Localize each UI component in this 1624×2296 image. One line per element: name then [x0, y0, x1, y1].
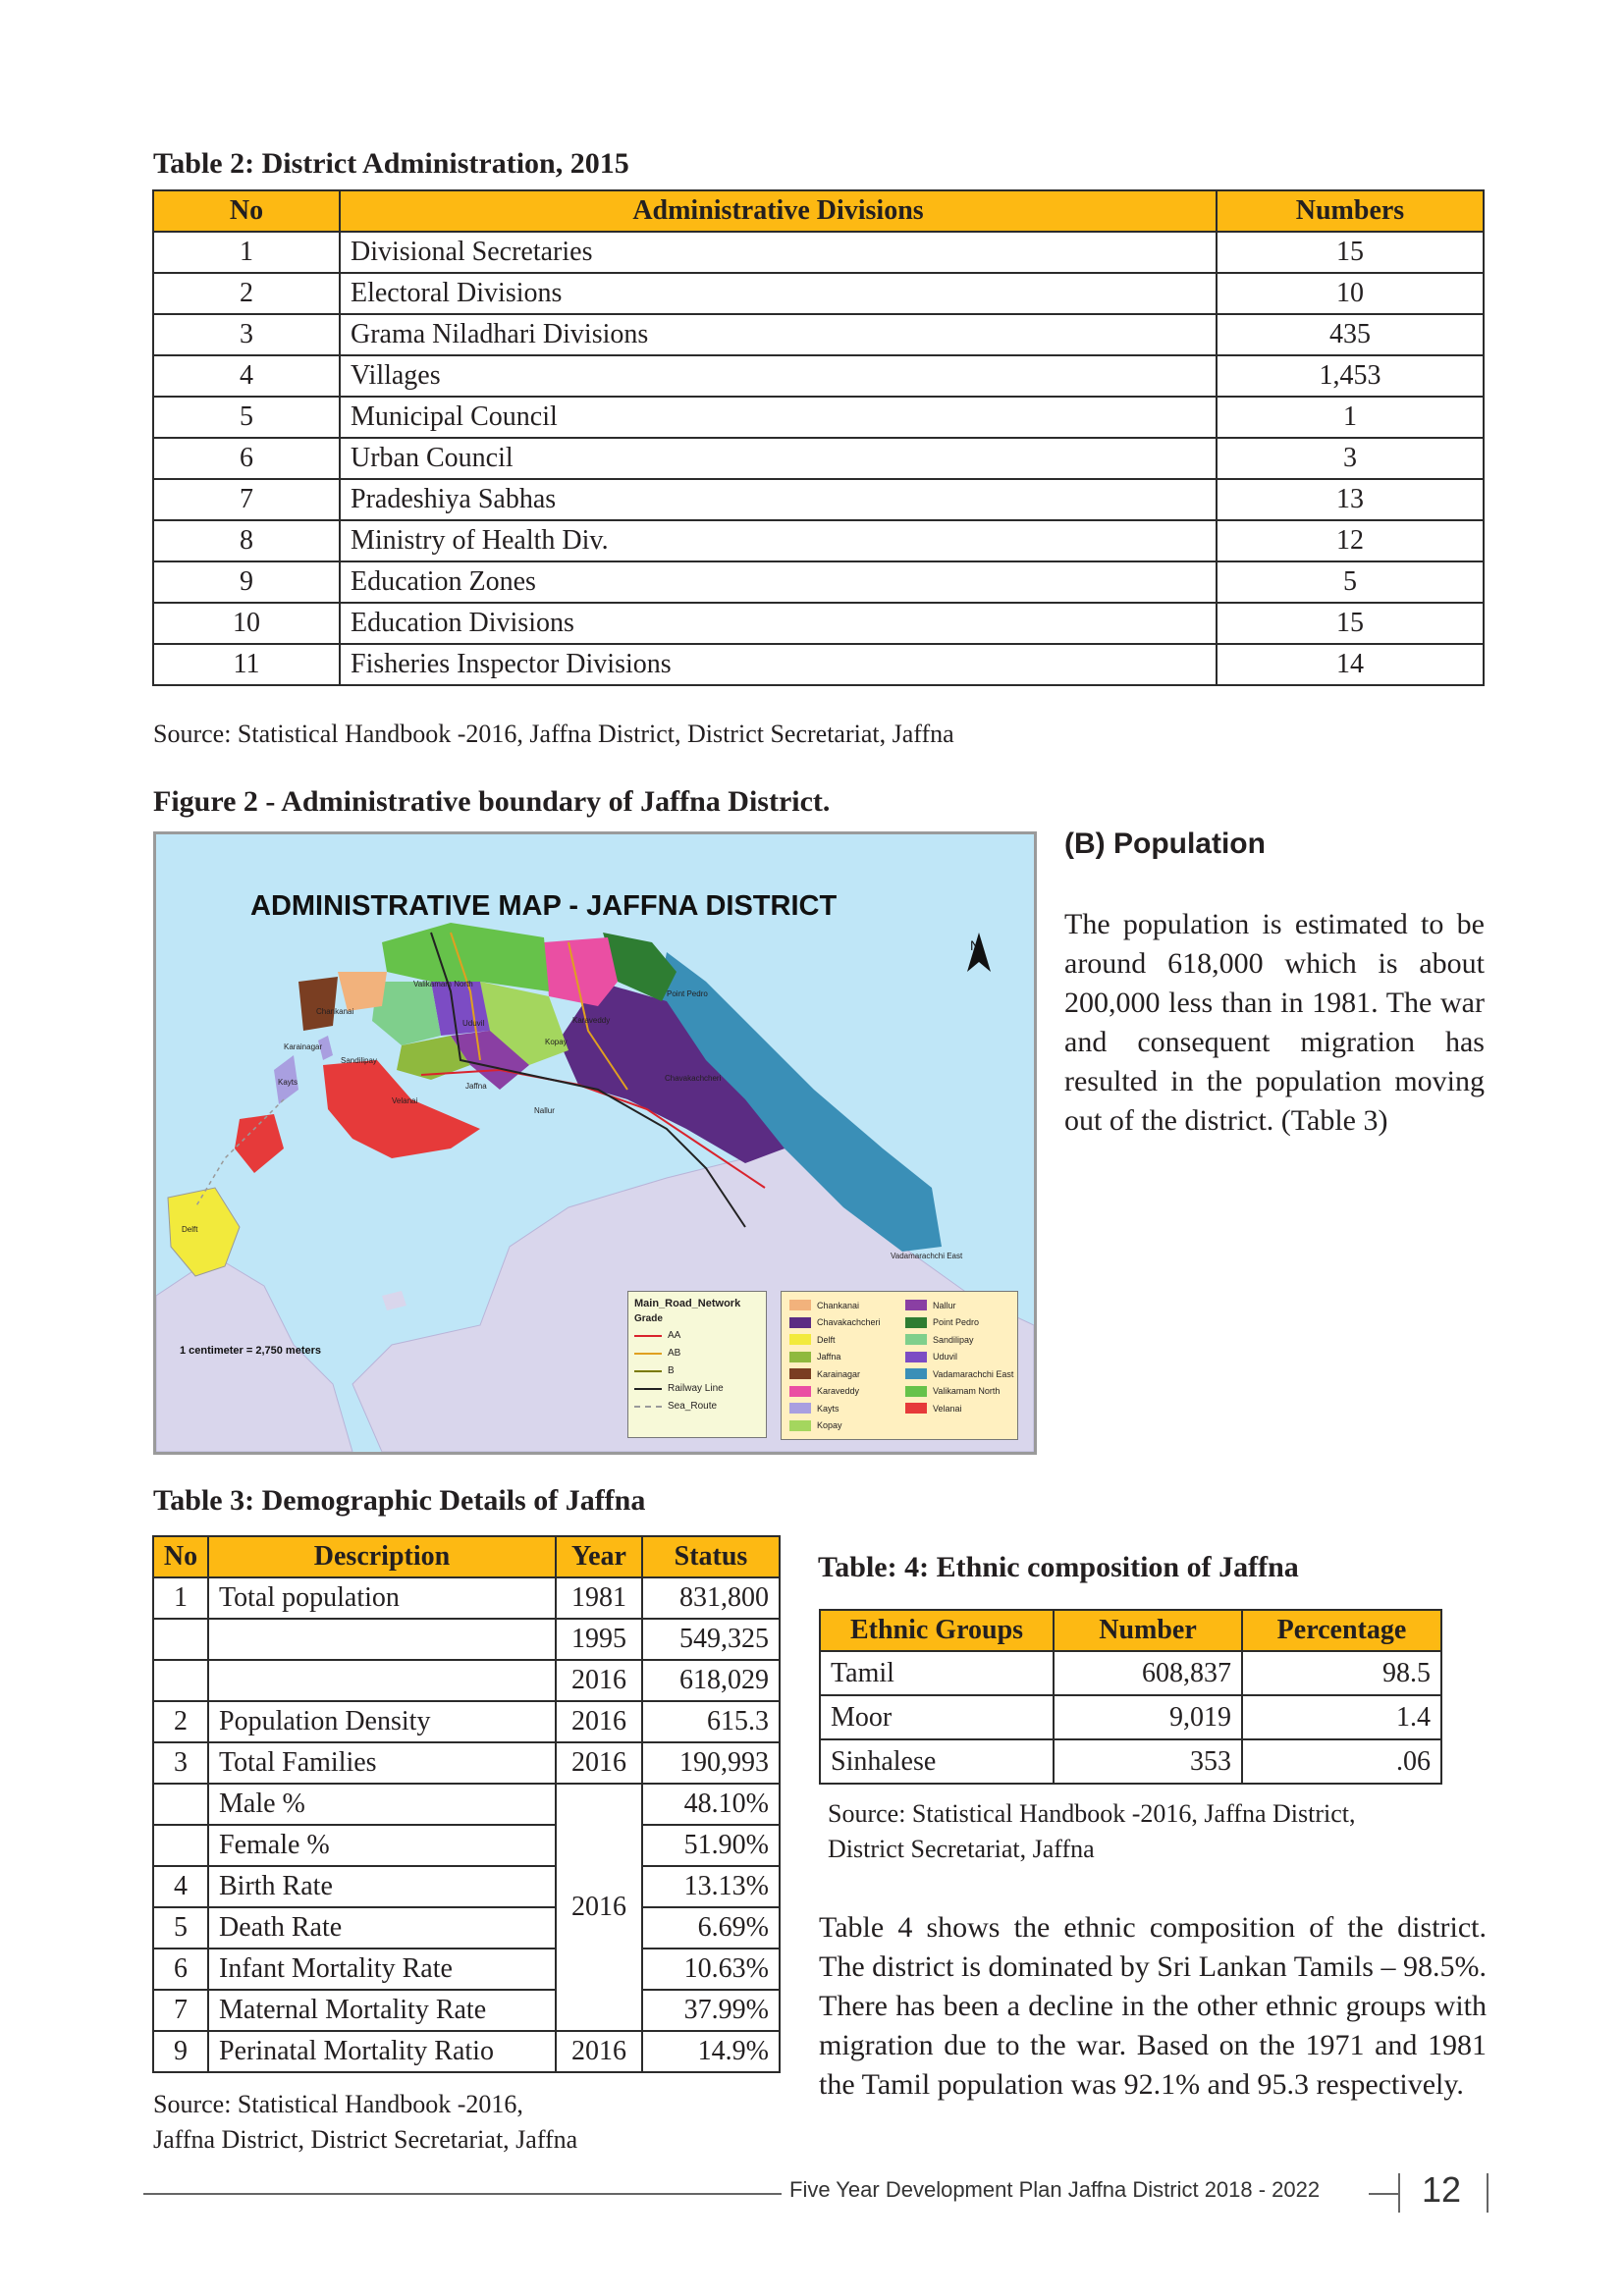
row-status: 13.13%: [642, 1866, 780, 1907]
table3-body: [153, 1577, 780, 2072]
legend-label: Chavakachcheri: [817, 1317, 881, 1327]
row-division: Fisheries Inspector Divisions: [340, 644, 1217, 685]
row-description: Male %: [208, 1784, 556, 1825]
table4-caption: Table: 4: Ethnic composition of Jaffna: [818, 1551, 1299, 1583]
table-row: [153, 273, 1484, 314]
row-number: 608,837: [1054, 1651, 1242, 1695]
row-ethnic-group: Tamil: [820, 1651, 1054, 1695]
table-row: [153, 1619, 780, 1660]
row-division: Ministry of Health Div.: [340, 520, 1217, 561]
legend-label: Sandilipay: [933, 1334, 974, 1345]
row-number: 435: [1217, 314, 1484, 355]
place-label: Sandilipay: [341, 1056, 377, 1065]
table-row: [153, 232, 1484, 273]
place-label: Uduvil: [462, 1019, 485, 1028]
table4: [819, 1609, 1442, 1785]
table-row: [153, 479, 1484, 520]
table-row: [153, 1577, 780, 1619]
row-description: Maternal Mortality Rate: [208, 1990, 556, 2031]
row-status: 618,029: [642, 1660, 780, 1701]
table-row: [153, 1742, 780, 1784]
legend-label: Valikamam North: [933, 1386, 1001, 1396]
legend-label: Point Pedro: [933, 1317, 980, 1327]
row-status: 48.10%: [642, 1784, 780, 1825]
road-legend-item: [634, 1399, 766, 1414]
row-no: 7: [153, 479, 340, 520]
row-division: Urban Council: [340, 438, 1217, 479]
table4-source: [828, 1796, 1355, 1867]
place-label: Karainagar: [284, 1042, 323, 1051]
table3-header-status: Status: [642, 1536, 780, 1577]
row-no: 8: [153, 520, 340, 561]
row-number: 5: [1217, 561, 1484, 603]
legend-label: Delft: [817, 1334, 836, 1345]
table4-header-row: [820, 1610, 1441, 1651]
table3-source: [153, 2087, 577, 2158]
division-legend-item: [905, 1352, 957, 1362]
table4-header-percentage: Percentage: [1242, 1610, 1441, 1651]
row-no: 2: [153, 273, 340, 314]
row-year: 2016: [556, 2031, 642, 2072]
place-label: Kopay: [545, 1038, 568, 1046]
division-legend-item: [789, 1317, 881, 1328]
row-number: 1,453: [1217, 355, 1484, 397]
row-division: Education Zones: [340, 561, 1217, 603]
row-description: Population Density: [208, 1701, 556, 1742]
table-row: [153, 1866, 780, 1907]
legend-color-swatch: [905, 1352, 927, 1362]
table3-caption: Table 3: Demographic Details of Jaffna: [153, 1484, 646, 1517]
table4-source-line2: District Secretariat, Jaffna: [828, 1835, 1095, 1863]
row-number: 15: [1217, 603, 1484, 644]
legend-color-swatch: [789, 1386, 811, 1397]
legend-label: Nallur: [933, 1300, 956, 1310]
place-label: Kayts: [278, 1078, 298, 1087]
division-legend-item: [905, 1300, 956, 1310]
row-description: [208, 1619, 556, 1660]
table2-header-row: [153, 190, 1484, 232]
legend-label: Vadamarachchi East: [933, 1368, 1014, 1379]
table-row: [153, 1907, 780, 1949]
table-row: [153, 314, 1484, 355]
population-heading: (B) Population: [1064, 828, 1266, 860]
legend-label: Karaveddy: [817, 1386, 860, 1396]
row-number: 9,019: [1054, 1695, 1242, 1739]
division-legend-item: [905, 1334, 974, 1345]
table2-body: [153, 232, 1484, 685]
place-label: Point Pedro: [667, 989, 708, 998]
small-island: [382, 1291, 406, 1310]
row-status: 37.99%: [642, 1990, 780, 2031]
legend-color-swatch: [905, 1317, 927, 1328]
row-status: 14.9%: [642, 2031, 780, 2072]
row-division: Municipal Council: [340, 397, 1217, 438]
row-no: 1: [153, 232, 340, 273]
division-legend-item: [789, 1352, 840, 1362]
row-percentage: 98.5: [1242, 1651, 1441, 1695]
table-row: [153, 520, 1484, 561]
legend-label: Uduvil: [933, 1352, 958, 1362]
place-label: Jaffna: [465, 1082, 487, 1091]
table-row: [153, 603, 1484, 644]
road-legend-item: [634, 1363, 766, 1378]
division-legend-items: [782, 1292, 1017, 1439]
road-legend-items: [628, 1328, 766, 1414]
row-ethnic-group: Sinhalese: [820, 1739, 1054, 1784]
row-description: [208, 1660, 556, 1701]
table2-header-numbers: Numbers: [1217, 190, 1484, 232]
row-year: 1995: [556, 1619, 642, 1660]
row-description: Total Families: [208, 1742, 556, 1784]
row-no: 11: [153, 644, 340, 685]
footer-rule-short: [1369, 2193, 1398, 2195]
road-legend-item: [634, 1381, 766, 1396]
division-legend-item: [789, 1368, 860, 1379]
table4-source-line1: Source: Statistical Handbook -2016, Jaffna District,: [828, 1799, 1356, 1828]
ethnic-text: Table 4 shows the ethnic composition of the district. The district is dominated by Sri Lankan Tamils – 98.5%. There has been a decline in the other ethnic groups with migration due to the war. Based on the 1971 and 1981 the Tamil population was 92.1% and 95.3 respectively.: [819, 1911, 1487, 2101]
division-legend-item: [789, 1334, 836, 1345]
table3-source-line2: Jaffna District, District Secretariat, Jaffna: [153, 2125, 578, 2154]
legend-color-swatch: [905, 1403, 927, 1414]
table-row: [153, 397, 1484, 438]
row-year: 2016: [556, 1742, 642, 1784]
north-label: N: [970, 937, 981, 953]
map-scale: 1 centimeter = 2,750 meters: [180, 1345, 322, 1357]
row-number: 13: [1217, 479, 1484, 520]
legend-color-swatch: [789, 1300, 811, 1310]
legend-line-swatch: [634, 1370, 662, 1372]
row-year: 2016: [556, 1701, 642, 1742]
row-number: 353: [1054, 1739, 1242, 1784]
table3-header-description: Description: [208, 1536, 556, 1577]
legend-color-swatch: [789, 1352, 811, 1362]
row-status: 831,800: [642, 1577, 780, 1619]
legend-color-swatch: [789, 1420, 811, 1431]
row-division: Education Divisions: [340, 603, 1217, 644]
row-no: 9: [153, 2031, 208, 2072]
row-percentage: .06: [1242, 1739, 1441, 1784]
row-description: Female %: [208, 1825, 556, 1866]
row-no: 4: [153, 355, 340, 397]
legend-color-swatch: [905, 1334, 927, 1345]
place-label: Nallur: [534, 1106, 555, 1115]
legend-label: AB: [668, 1348, 681, 1359]
row-no: 4: [153, 1866, 208, 1907]
row-status: 10.63%: [642, 1949, 780, 1990]
legend-label: Kayts: [817, 1403, 839, 1414]
legend-label: Sea_Route: [668, 1401, 718, 1412]
row-description: Birth Rate: [208, 1866, 556, 1907]
legend-color-swatch: [789, 1317, 811, 1328]
row-no: 5: [153, 397, 340, 438]
row-no: 7: [153, 1990, 208, 2031]
row-no: 3: [153, 314, 340, 355]
row-status: 190,993: [642, 1742, 780, 1784]
velanai-area: [323, 1060, 480, 1158]
table-row: [820, 1739, 1441, 1784]
page-number: 12: [1422, 2169, 1462, 2210]
table4-body: [820, 1651, 1441, 1784]
table-row: [153, 561, 1484, 603]
table-row: [153, 1949, 780, 1990]
legend-label: Chankanai: [817, 1300, 860, 1310]
legend-label: Railway Line: [668, 1383, 724, 1394]
row-no: 6: [153, 1949, 208, 1990]
row-year: 2016: [556, 1784, 642, 2031]
row-status: 549,325: [642, 1619, 780, 1660]
chankanai-area: [338, 972, 387, 1011]
row-division: Pradeshiya Sabhas: [340, 479, 1217, 520]
table2-header-division: Administrative Divisions: [340, 190, 1217, 232]
place-label: Karaveddy: [572, 1016, 611, 1025]
legend-color-swatch: [905, 1300, 927, 1310]
table2-header-no: No: [153, 190, 340, 232]
row-number: 12: [1217, 520, 1484, 561]
row-division: Villages: [340, 355, 1217, 397]
row-ethnic-group: Moor: [820, 1695, 1054, 1739]
legend-label: AA: [668, 1330, 681, 1341]
delft-area: [168, 1188, 240, 1276]
row-no: 5: [153, 1907, 208, 1949]
table-row: [153, 1825, 780, 1866]
place-label: Valikamam North: [413, 980, 473, 988]
table3-header-no: No: [153, 1536, 208, 1577]
table3-header-year: Year: [556, 1536, 642, 1577]
footer-divider: [1398, 2173, 1400, 2213]
table-row: [820, 1695, 1441, 1739]
table2-caption: Table 2: District Administration, 2015: [153, 147, 629, 180]
division-legend-item: [905, 1317, 979, 1328]
table-row: [153, 1701, 780, 1742]
division-legend-item: [905, 1368, 1013, 1379]
administrative-map: [153, 831, 1037, 1455]
footer-divider: [1487, 2173, 1489, 2213]
row-no: 9: [153, 561, 340, 603]
table3: [152, 1535, 781, 2073]
figure2-caption: Figure 2 - Administrative boundary of Jaffna District.: [153, 785, 831, 818]
division-legend-item: [789, 1403, 839, 1414]
population-text: The population is estimated to be around 618,000 which is about 200,000 less than in 1981. The war and consequent migration has resulted in the population moving out of the district. (Table 3): [1064, 908, 1485, 1137]
road-legend-item: [634, 1328, 766, 1343]
row-year: 2016: [556, 1660, 642, 1701]
row-number: 14: [1217, 644, 1484, 685]
legend-label: Kopay: [817, 1420, 842, 1430]
table-row: [820, 1651, 1441, 1695]
legend-line-swatch: [634, 1353, 662, 1355]
row-division: Divisional Secretaries: [340, 232, 1217, 273]
row-status: 51.90%: [642, 1825, 780, 1866]
row-no: 10: [153, 603, 340, 644]
division-legend-item: [789, 1420, 842, 1431]
legend-label: Karainagar: [817, 1368, 861, 1379]
row-division: Grama Niladhari Divisions: [340, 314, 1217, 355]
place-label: Chavakachcheri: [665, 1074, 722, 1083]
table-row: [153, 2031, 780, 2072]
division-legend: [781, 1291, 1018, 1440]
legend-line-swatch: [634, 1388, 662, 1390]
row-no: 3: [153, 1742, 208, 1784]
division-legend-item: [905, 1403, 962, 1414]
footer-text: Five Year Development Plan Jaffna District 2018 - 2022: [789, 2177, 1321, 2202]
legend-color-swatch: [905, 1368, 927, 1379]
map-title: ADMINISTRATIVE MAP - JAFFNA DISTRICT: [250, 890, 838, 922]
row-no: [153, 1825, 208, 1866]
legend-color-swatch: [789, 1368, 811, 1379]
table-row: [153, 644, 1484, 685]
table-row: [153, 1784, 780, 1825]
row-description: Infant Mortality Rate: [208, 1949, 556, 1990]
row-description: Perinatal Mortality Ratio: [208, 2031, 556, 2072]
division-legend-item: [905, 1386, 1000, 1397]
karainagar-area: [298, 977, 338, 1031]
place-label: Vadamarachchi East: [891, 1252, 963, 1260]
table2-source: Source: Statistical Handbook -2016, Jaffna District, District Secretariat, Jaffna: [153, 720, 954, 748]
row-status: 615.3: [642, 1701, 780, 1742]
row-number: 1: [1217, 397, 1484, 438]
table4-header-ethnic-groups: Ethnic Groups: [820, 1610, 1054, 1651]
legend-label: B: [668, 1365, 675, 1376]
row-number: 3: [1217, 438, 1484, 479]
table3-header-row: [153, 1536, 780, 1577]
place-label: Velanai: [392, 1096, 418, 1105]
legend-line-swatch: [634, 1335, 662, 1337]
place-label: Chankanai: [316, 1007, 354, 1016]
row-no: [153, 1660, 208, 1701]
row-no: 2: [153, 1701, 208, 1742]
row-no: 1: [153, 1577, 208, 1619]
place-label: Delft: [182, 1225, 198, 1234]
legend-color-swatch: [789, 1334, 811, 1345]
row-no: [153, 1619, 208, 1660]
row-no: 6: [153, 438, 340, 479]
row-description: Death Rate: [208, 1907, 556, 1949]
row-number: 15: [1217, 232, 1484, 273]
table-row: [153, 355, 1484, 397]
table-row: [153, 438, 1484, 479]
row-no: [153, 1784, 208, 1825]
table-row: [153, 1660, 780, 1701]
road-legend: [627, 1291, 767, 1438]
table4-header-number: Number: [1054, 1610, 1242, 1651]
table3-source-line1: Source: Statistical Handbook -2016,: [153, 2090, 523, 2118]
row-description: Total population: [208, 1577, 556, 1619]
road-legend-subtitle: Grade: [634, 1313, 663, 1324]
road-legend-title: Main_Road_Network: [634, 1298, 741, 1309]
footer-rule: [143, 2193, 782, 2195]
division-legend-item: [789, 1386, 859, 1397]
table-row: [153, 1990, 780, 2031]
row-year: 1981: [556, 1577, 642, 1619]
row-status: 6.69%: [642, 1907, 780, 1949]
legend-color-swatch: [905, 1386, 927, 1397]
legend-color-swatch: [789, 1403, 811, 1414]
road-legend-item: [634, 1346, 766, 1361]
row-number: 10: [1217, 273, 1484, 314]
legend-label: Jaffna: [817, 1352, 841, 1362]
row-percentage: 1.4: [1242, 1695, 1441, 1739]
table2: [152, 189, 1485, 686]
legend-line-swatch: [634, 1406, 662, 1408]
division-legend-item: [789, 1300, 859, 1310]
row-division: Electoral Divisions: [340, 273, 1217, 314]
legend-label: Velanai: [933, 1403, 962, 1414]
